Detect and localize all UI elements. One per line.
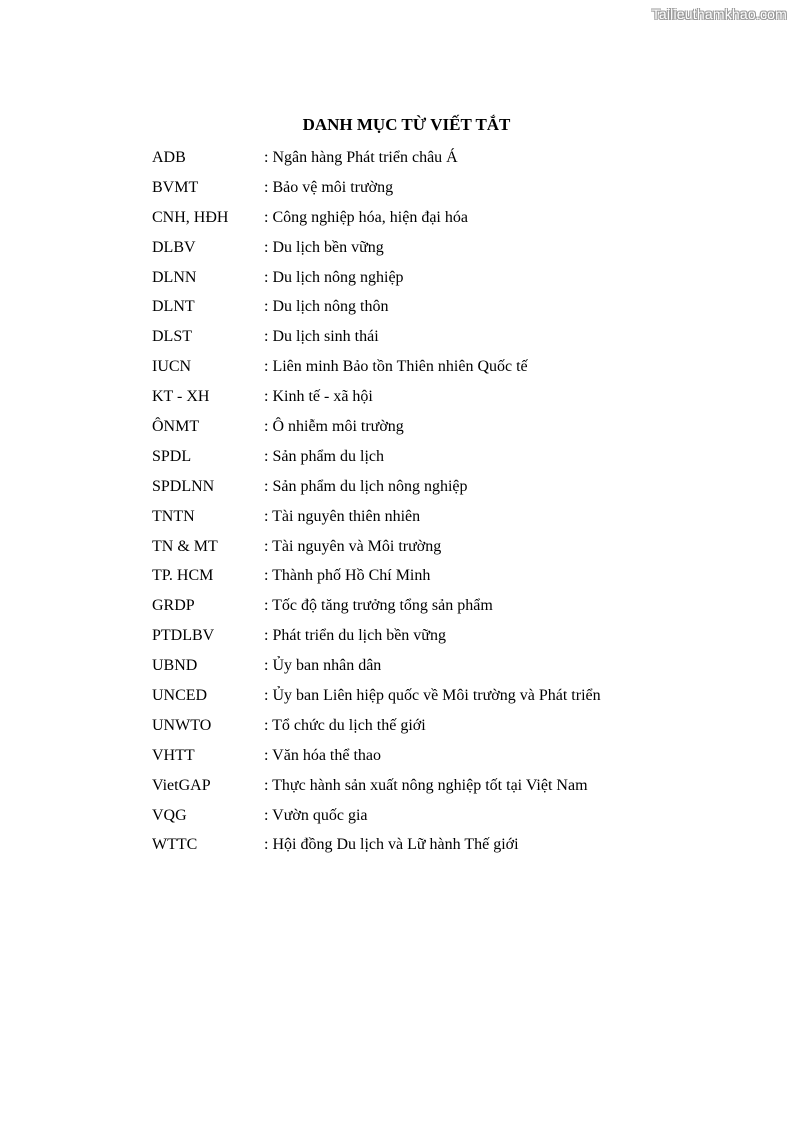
abbreviation-row: [152, 412, 601, 442]
abbreviation-row: [152, 771, 601, 801]
abbreviation-row: [152, 322, 601, 352]
abbreviation-definition: : Công nghiệp hóa, hiện đại hóa: [264, 208, 468, 226]
abbreviation-definition: : Du lịch nông nghiệp: [264, 268, 404, 286]
abbreviation-term: TN & MT: [152, 537, 218, 555]
abbreviation-term: VQG: [152, 806, 187, 824]
abbreviation-term: GRDP: [152, 597, 195, 615]
abbreviation-definition: : Tài nguyên và Môi trường: [264, 537, 442, 555]
abbreviation-term: TNTN: [152, 507, 195, 525]
page-title: DANH MỤC TỪ VIẾT TẮT: [302, 115, 511, 134]
abbreviation-row: [152, 711, 601, 741]
abbreviation-term: DLNN: [152, 268, 197, 286]
abbreviation-term: UNWTO: [152, 716, 212, 734]
abbreviation-row: [152, 203, 601, 233]
abbreviation-term: ÔNMT: [152, 417, 200, 435]
abbreviation-definition: : Ủy ban Liên hiệp quốc về Môi trường và Phát triển: [264, 686, 601, 704]
abbreviation-definition: : Tài nguyên thiên nhiên: [264, 507, 421, 525]
abbreviation-term: VHTT: [152, 746, 195, 764]
abbreviation-definition: : Thực hành sản xuất nông nghiệp tốt tại Việt Nam: [264, 776, 588, 794]
abbreviation-definition: : Du lịch nông thôn: [264, 298, 389, 316]
abbreviation-row: [152, 532, 601, 562]
abbreviation-row: [152, 352, 601, 382]
abbreviation-row: [152, 442, 601, 472]
abbreviation-row: [152, 591, 601, 621]
abbreviation-term: TP. HCM: [152, 567, 214, 585]
abbreviation-row: [152, 502, 601, 532]
abbreviation-definition: : Du lịch bền vững: [264, 238, 384, 256]
abbreviation-term: WTTC: [152, 836, 198, 854]
abbreviation-term: DLBV: [152, 238, 196, 256]
abbreviation-term: DLNT: [152, 298, 195, 316]
abbreviation-row: [152, 741, 601, 771]
abbreviation-row: [152, 681, 601, 711]
abbreviation-term: DLST: [152, 328, 192, 346]
abbreviation-definition: : Bảo vệ môi trường: [264, 178, 394, 196]
abbreviation-term: ADB: [152, 148, 186, 166]
abbreviation-term: SPDLNN: [152, 477, 215, 495]
abbreviation-definition: : Kinh tế - xã hội: [264, 388, 373, 406]
abbreviation-row: [152, 173, 601, 203]
abbreviation-definition: : Ô nhiễm môi trường: [264, 417, 404, 435]
abbreviation-definition: : Thành phố Hồ Chí Minh: [264, 567, 431, 585]
abbreviation-term: VietGAP: [152, 776, 211, 794]
abbreviation-definition: : Ngân hàng Phát triển châu Á: [264, 148, 458, 166]
abbreviation-row: [152, 561, 601, 591]
abbreviation-row: [152, 263, 601, 293]
abbreviation-definition: : Phát triển du lịch bền vững: [264, 627, 446, 645]
abbreviation-row: [152, 472, 601, 502]
abbreviation-term: KT - XH: [152, 388, 210, 406]
abbreviation-definition: : Liên minh Bảo tồn Thiên nhiên Quốc tế: [264, 358, 528, 376]
abbreviation-row: [152, 801, 601, 831]
abbreviation-term: CNH, HĐH: [152, 208, 229, 226]
abbreviation-row: [152, 830, 601, 860]
abbreviation-definition: : Tốc độ tăng trưởng tổng sản phẩm: [264, 597, 493, 615]
abbreviation-list: [152, 143, 601, 860]
abbreviation-definition: : Ủy ban nhân dân: [264, 657, 382, 675]
abbreviation-row: [152, 621, 601, 651]
abbreviation-definition: : Văn hóa thể thao: [264, 746, 382, 764]
abbreviation-row: [152, 382, 601, 412]
abbreviation-row: [152, 292, 601, 322]
abbreviation-row: [152, 651, 601, 681]
abbreviation-term: PTDLBV: [152, 627, 215, 645]
watermark: Tailieuthamkhao.com: [651, 6, 787, 22]
abbreviation-term: SPDL: [152, 447, 192, 465]
abbreviation-term: UNCED: [152, 686, 208, 704]
abbreviation-term: IUCN: [152, 358, 192, 376]
abbreviation-row: [152, 233, 601, 263]
abbreviation-definition: : Vườn quốc gia: [264, 806, 368, 824]
abbreviation-definition: : Sản phẩm du lịch: [264, 447, 384, 465]
abbreviation-definition: : Tổ chức du lịch thế giới: [264, 716, 426, 734]
abbreviation-term: BVMT: [152, 178, 199, 196]
abbreviation-definition: : Du lịch sinh thái: [264, 328, 379, 346]
abbreviation-definition: : Sản phẩm du lịch nông nghiệp: [264, 477, 468, 495]
abbreviation-term: UBND: [152, 657, 198, 675]
abbreviation-definition: : Hội đồng Du lịch và Lữ hành Thế giới: [264, 836, 519, 854]
abbreviation-row: [152, 143, 601, 173]
